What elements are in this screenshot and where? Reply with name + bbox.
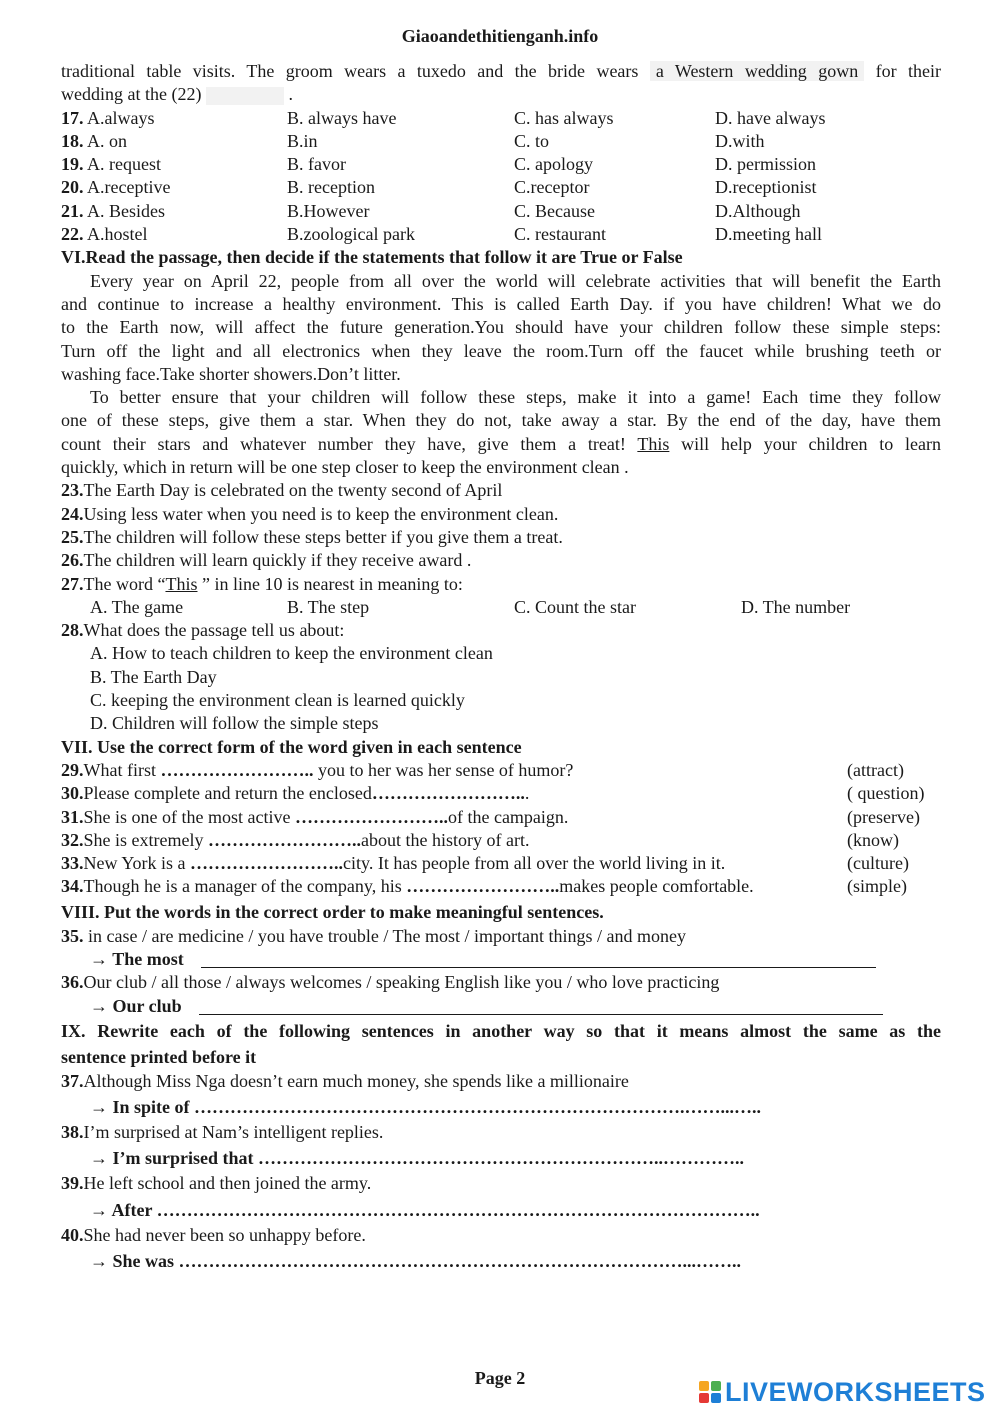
option-c: C. restaurant xyxy=(514,224,606,245)
question-number: 19. xyxy=(61,154,84,175)
question-27: 27.The word “This ” in line 10 is nearest in meaning to: xyxy=(61,573,463,594)
option-d[interactable]: D. The number xyxy=(741,596,851,617)
word-form-item: 29.What first …………………….. you to her was her sense of humor? (attract) xyxy=(61,759,941,782)
option-d[interactable]: D. Children will follow the simple steps xyxy=(90,713,379,734)
option-d: D.with xyxy=(715,130,765,151)
option-c[interactable]: C. Count the star xyxy=(514,596,636,617)
answer-dots[interactable]: …………………………………………………………..………….. xyxy=(258,1148,745,1169)
page-number: Page 2 xyxy=(474,1368,526,1388)
statement[interactable]: 24.Using less water when you need is to keep the environment clean. xyxy=(61,503,559,524)
true-false-statements xyxy=(61,479,941,572)
answer-blank[interactable]: …………………….. xyxy=(190,853,344,874)
mc-row xyxy=(61,130,941,153)
passage-line: and continue to increase a healthy environment. This is called Earth Day. if you have children! What we do xyxy=(61,293,941,314)
option-b: B. always have xyxy=(287,107,397,128)
worksheet-content xyxy=(61,60,941,1275)
passage-line: to the Earth now, will affect the future generation.You should have your children follow these simple steps: xyxy=(61,317,941,338)
question-number: 21. xyxy=(61,200,84,221)
statement[interactable]: 26.The children will learn quickly if they receive award . xyxy=(61,550,472,571)
section-6-title: VI.Read the passage, then decide if the statements that follow it are True or False xyxy=(61,247,683,268)
option-b: B.zoological park xyxy=(287,224,415,245)
rewrite-answer-line[interactable]: → I’m surprised that …………………………………………………………..………….. xyxy=(90,1148,745,1169)
word-form-item: 30.Please complete and return the enclosed……………………... ( question) xyxy=(61,782,941,805)
question-number: 20. xyxy=(61,177,84,198)
mc-row xyxy=(61,223,941,246)
word-hint: (preserve) xyxy=(847,806,920,827)
answer-underline[interactable] xyxy=(199,1014,883,1015)
answer-blank[interactable]: …………………….. xyxy=(294,806,448,827)
option-b: B. favor xyxy=(287,154,346,175)
word-form-item: 31.She is one of the most active ……………………..of the campaign. (preserve) xyxy=(61,806,941,829)
answer-blank-22[interactable] xyxy=(206,87,284,105)
brand-name: LIVEWORKSHEETS xyxy=(725,1376,986,1407)
passage-line: one of these steps, give them a star. When they do not, take away a star. By the end of the day, have them xyxy=(61,410,941,431)
statement[interactable]: 23.The Earth Day is celebrated on the twenty second of April xyxy=(61,480,503,501)
option-a: A.receptive xyxy=(87,177,171,198)
rewrite-answer-line[interactable]: → In spite of ……………………………………………………………………….……...….. xyxy=(90,1097,762,1118)
word-hint: (know) xyxy=(847,829,899,850)
answer-dots[interactable]: ……………………………………………………………………….……...….. xyxy=(194,1097,762,1118)
answer-dots[interactable]: ……………………………………………………………………………………….. xyxy=(156,1199,760,1220)
rewrite-question: 37.Although Miss Nga doesn’t earn much money, she spends like a millionaire xyxy=(61,1070,629,1091)
word-form-item: 32.She is extremely ……………………..about the history of art. (know) xyxy=(61,829,941,852)
option-a[interactable]: A. The game xyxy=(90,596,184,617)
option-a[interactable]: A. How to teach children to keep the environment clean xyxy=(90,643,493,664)
arrow-icon: → xyxy=(90,1199,108,1220)
option-a: A. request xyxy=(87,154,161,175)
word-form-item: 34.Though he is a manager of the company, his ……………………..makes people comfortable. (simple) xyxy=(61,875,941,898)
section-8-title: VIII. Put the words in the correct order to make meaningful sentences. xyxy=(61,901,604,922)
passage-line: To better ensure that your children will follow these steps, make it into a game! Each time they follow xyxy=(90,387,941,408)
mc-row xyxy=(61,107,941,130)
word-form-list xyxy=(61,759,941,899)
answer-blank[interactable]: …………………….. xyxy=(207,829,361,850)
option-a: A. Besides xyxy=(87,200,166,221)
answer-dots[interactable]: …………………………………………………………………………...…….. xyxy=(178,1251,742,1272)
answer-underline[interactable] xyxy=(201,967,876,968)
option-d: D.meeting hall xyxy=(715,224,822,245)
mc-row xyxy=(61,153,941,176)
option-c[interactable]: C. keeping the environment clean is learned quickly xyxy=(90,690,465,711)
passage-line: count their stars and whatever number they have, give them a treat! This will help your children to learn xyxy=(61,433,941,454)
option-c: C. to xyxy=(514,130,550,151)
passage-line: Turn off the light and all electronics when they leave the room.Turn off the faucet while brushing teeth or xyxy=(61,340,941,361)
option-a: A. on xyxy=(87,130,128,151)
question-number: 17. xyxy=(61,107,84,128)
mc-row xyxy=(61,176,941,199)
option-c: C. has always xyxy=(514,107,614,128)
option-d: D. permission xyxy=(715,154,816,175)
rewrite-question: 39.He left school and then joined the army. xyxy=(61,1173,372,1194)
rewrite-question: 38.I’m surprised at Nam’s intelligent replies. xyxy=(61,1122,384,1143)
arrow-icon: → xyxy=(90,1097,108,1118)
arrow-icon: → xyxy=(90,995,108,1016)
reorder-answer-line[interactable]: → Our club xyxy=(61,995,941,1018)
question-28: 28.What does the passage tell us about: xyxy=(61,620,345,641)
option-b[interactable]: B. The Earth Day xyxy=(90,666,217,687)
mc-row xyxy=(61,200,941,223)
option-c: C. apology xyxy=(514,154,593,175)
option-a: A.always xyxy=(87,107,155,128)
question-27-options xyxy=(61,596,941,619)
logo-grid-icon xyxy=(699,1381,721,1403)
arrow-icon: → xyxy=(90,948,108,969)
site-header: Giaoandethitienganh.info xyxy=(401,26,599,46)
rewrite-question: 40.She had never been so unhappy before. xyxy=(61,1224,366,1245)
option-a: A.hostel xyxy=(87,224,148,245)
section-9-title: IX. Rewrite each of the following sentences in another way so that it means almost the same as the xyxy=(61,1020,941,1041)
answer-blank[interactable]: …………………….. xyxy=(406,876,560,897)
option-b: B. reception xyxy=(287,177,375,198)
passage-line: washing face.Take shorter showers.Don’t litter. xyxy=(61,363,401,384)
passage-end-line-2: wedding at the (22) . xyxy=(61,84,293,105)
reading-passage xyxy=(61,270,941,480)
option-d: D. have always xyxy=(715,107,826,128)
passage-line: Every year on April 22, people from all over the world will celebrate activities that will benefit the Earth xyxy=(90,270,941,291)
section-9-title-cont: sentence printed before it xyxy=(61,1046,257,1067)
answer-blank[interactable]: …………………….. xyxy=(160,759,314,780)
option-b[interactable]: B. The step xyxy=(287,596,370,617)
statement[interactable]: 25.The children will follow these steps better if you give them a treat. xyxy=(61,526,563,547)
option-d: D.receptionist xyxy=(715,177,817,198)
word-hint: (attract) xyxy=(847,759,904,780)
question-number: 22. xyxy=(61,224,84,245)
arrow-icon: → xyxy=(90,1251,108,1272)
option-c: C. Because xyxy=(514,200,595,221)
option-c: C.receptor xyxy=(514,177,590,198)
rewrite-answer-line[interactable]: → She was …………………………………………………………………………...…….. xyxy=(90,1251,742,1272)
mc-list xyxy=(61,107,941,247)
passage-end-line-1: traditional table visits. The groom wears a tuxedo and the bride wears a Western wedding gown for their xyxy=(61,61,941,81)
reorder-answer-line[interactable]: → The most xyxy=(61,948,941,971)
answer-blank[interactable]: …………………….. xyxy=(371,783,525,804)
question-number: 18. xyxy=(61,130,84,151)
section-7-title: VII. Use the correct form of the word given in each sentence xyxy=(61,736,522,757)
liveworksheets-logo[interactable] xyxy=(699,1377,986,1407)
option-b: B.in xyxy=(287,130,318,151)
word-hint: (culture) xyxy=(847,853,909,874)
rewrite-answer-line[interactable]: → After ……………………………………………………………………………………….. xyxy=(90,1199,760,1220)
arrow-icon: → xyxy=(90,1148,108,1169)
reorder-question: 35. in case / are medicine / you have trouble / The most / important things / and money xyxy=(61,925,687,946)
word-hint: (simple) xyxy=(847,876,907,897)
word-form-item: 33.New York is a ……………………..city. It has people from all over the world living in it. (culture) xyxy=(61,852,941,875)
option-d: D.Although xyxy=(715,200,801,221)
reorder-question: 36.Our club / all those / always welcomes / speaking English like you / who love practicing xyxy=(61,972,720,993)
passage-line: quickly, which in return will be one step closer to keep the environment clean . xyxy=(61,457,629,478)
word-hint: ( question) xyxy=(847,783,925,804)
option-b: B.However xyxy=(287,200,370,221)
underlined-word-this: This xyxy=(637,433,670,454)
highlighted-phrase: a Western wedding gown xyxy=(650,61,864,81)
